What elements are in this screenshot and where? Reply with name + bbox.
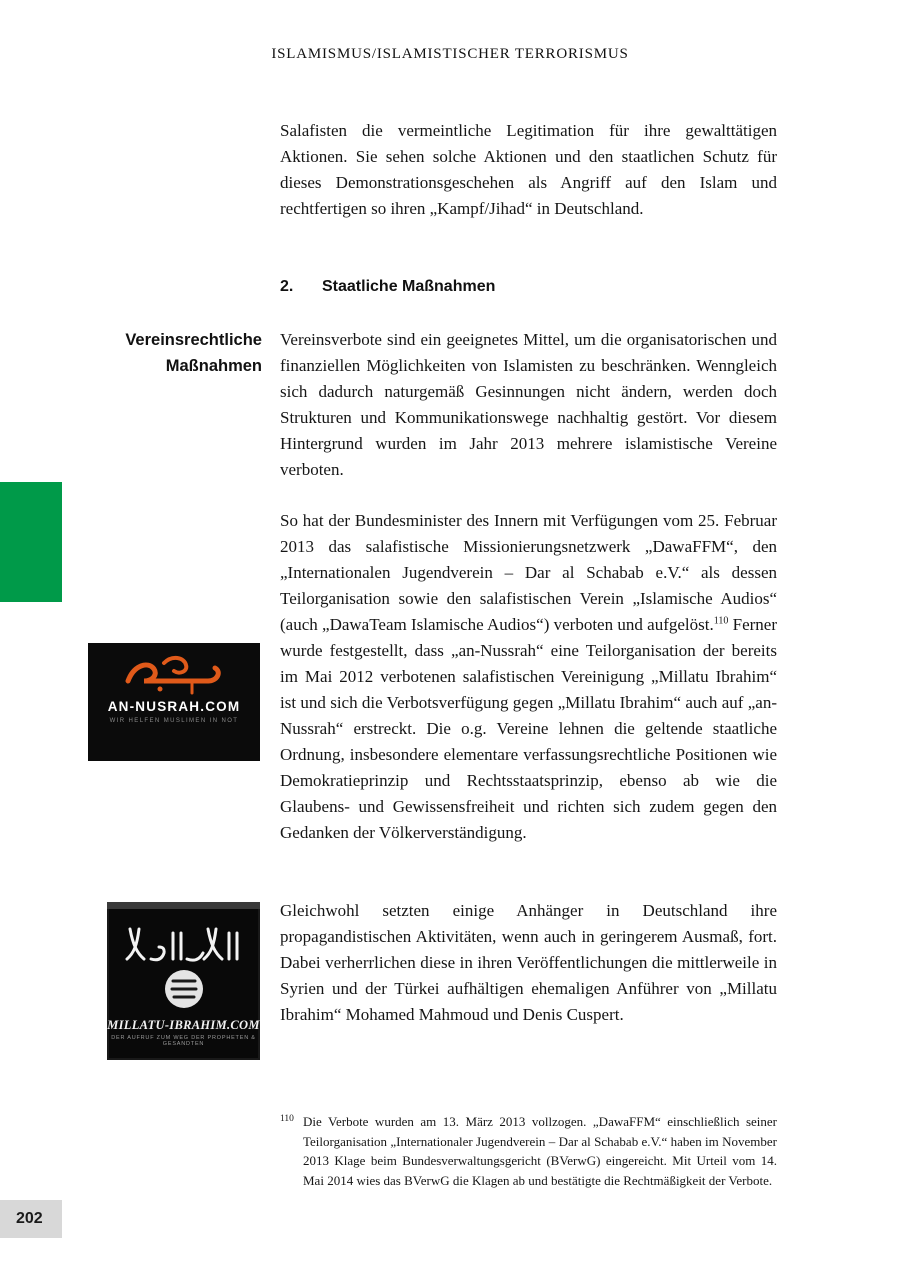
body-paragraph-1: Salafisten die vermeintliche Legitimation für ihre gewalttätigen Aktionen. Sie sehen solche Aktionen und den staatlichen Schutz für dieses Demonstrationsgeschehen als Angriff auf den Islam und rechtfertigen so ihren „Kampf/Jihad“ in Deutschland. bbox=[280, 121, 777, 218]
margin-label-line1: Vereinsrechtliche bbox=[125, 331, 262, 349]
footnote-text: Die Verbote wurden am 13. März 2013 vollzogen. „DawaFFM“ einschließlich seiner Teilorganisation „Internationaler Jugendverein – Dar al Schabab e.V.“ haben im November 2013 Klage beim Bundesverwaltungsgericht (BVerwG) eingereicht. Mit Urteil vom 14. Mai 2014 wies das BVerwG die Klagen ab und bestätigte die Rechtmäßigkeit der Verbote. bbox=[303, 1114, 777, 1188]
prophet-seal-icon bbox=[160, 965, 208, 1013]
page-number-box bbox=[0, 1200, 62, 1238]
margin-label bbox=[40, 327, 262, 379]
footnote-reference: 110 bbox=[713, 615, 729, 627]
page-number: 202 bbox=[16, 1210, 43, 1227]
millatu-ibrahim-image bbox=[107, 902, 260, 1060]
section-number: 2. bbox=[280, 278, 294, 295]
body-paragraph-2: Vereinsverbote sind ein geeignetes Mittel, um die organisatorischen und finanziellen Möglichkeiten von Islamisten zu beschränken. Wenngleich sich dadurch naturgemäß Gesinnungen nicht ändern, werden doch Strukturen und Kommunikationswege nachhaltig gestört. Vor diesem Hintergrund wurden im Jahr 2013 mehrere islamistische Vereine verboten. bbox=[280, 330, 777, 479]
shahada-calligraphy-icon bbox=[121, 921, 247, 963]
millatu-ibrahim-subcaption: DER AUFRUF ZUM WEG DER PROPHETEN & GESANDTEN bbox=[111, 1035, 256, 1047]
an-nusrah-subcaption: WIR HELFEN MUSLIMEN IN NOT bbox=[109, 718, 239, 724]
section-title: Staatliche Maßnahmen bbox=[322, 278, 496, 295]
footnote-number: 110 bbox=[280, 1114, 294, 1124]
chapter-color-marker bbox=[0, 482, 62, 602]
body-paragraph-3 bbox=[280, 508, 777, 846]
paragraph-3-text-a: So hat der Bundesminister des Innern mit Verfügungen vom 25. Februar 2013 das salafistische Missionierungsnetzwerk „DawaFFM“, den „Internationalen Jugendverein – Dar al Schabab e.V.“ als dessen Teilorganisation sowie den salafistischen Verein „Islamische Audios“ (auch „DawaTeam Islamische Audios“) verboten und aufgelöst. bbox=[280, 511, 777, 634]
body-paragraph-4: Gleichwohl setzten einige Anhänger in Deutschland ihre propagandistischen Aktivitäten, wenn auch in geringerem Ausmaß, fort. Dabei verherrlichen diese in ihren Veröffentlichungen die mittlerweile in Syrien und der Türkei aufhältigen ehemaligen Anführer von „Millatu Ibrahim“ Mohamed Mahmoud und Denis Cuspert. bbox=[280, 901, 777, 1024]
an-nusrah-image bbox=[88, 643, 260, 761]
millatu-ibrahim-caption: MILLATU-IBRAHIM.COM bbox=[107, 1018, 260, 1032]
running-header: ISLAMISMUS/ISLAMISTISCHER TERRORISMUS bbox=[271, 46, 629, 62]
margin-label-line2: Maßnahmen bbox=[165, 357, 262, 375]
an-nusrah-caption: AN-NUSRAH.COM bbox=[107, 699, 241, 714]
section-heading bbox=[280, 278, 777, 296]
arabic-calligraphy-icon bbox=[114, 651, 234, 697]
paragraph-3-text-b: Ferner wurde festgestellt, dass „an-Nussrah“ eine Teilorganisation der bereits im Mai 2012 verbotenen salafistischen Vereinigung „Millatu Ibrahim“ ist und sich die Verbotsverfügung gegen „Millatu Ibrahim“ auch auf „an-Nussrah“ erstreckt. Die o.g. Vereine lehnen die geltende staatliche Ordnung, insbesondere elementare verfassungsrechtliche Positionen wie Demokratieprinzip und Rechtsstaatsprinzip, ebenso ab wie die Glaubens- und Gewissensfreiheit und richten sich zudem gegen den Gedanken der Völkerverständigung. bbox=[280, 615, 777, 842]
footnote bbox=[280, 1112, 777, 1190]
banner-top-strip bbox=[107, 902, 260, 909]
